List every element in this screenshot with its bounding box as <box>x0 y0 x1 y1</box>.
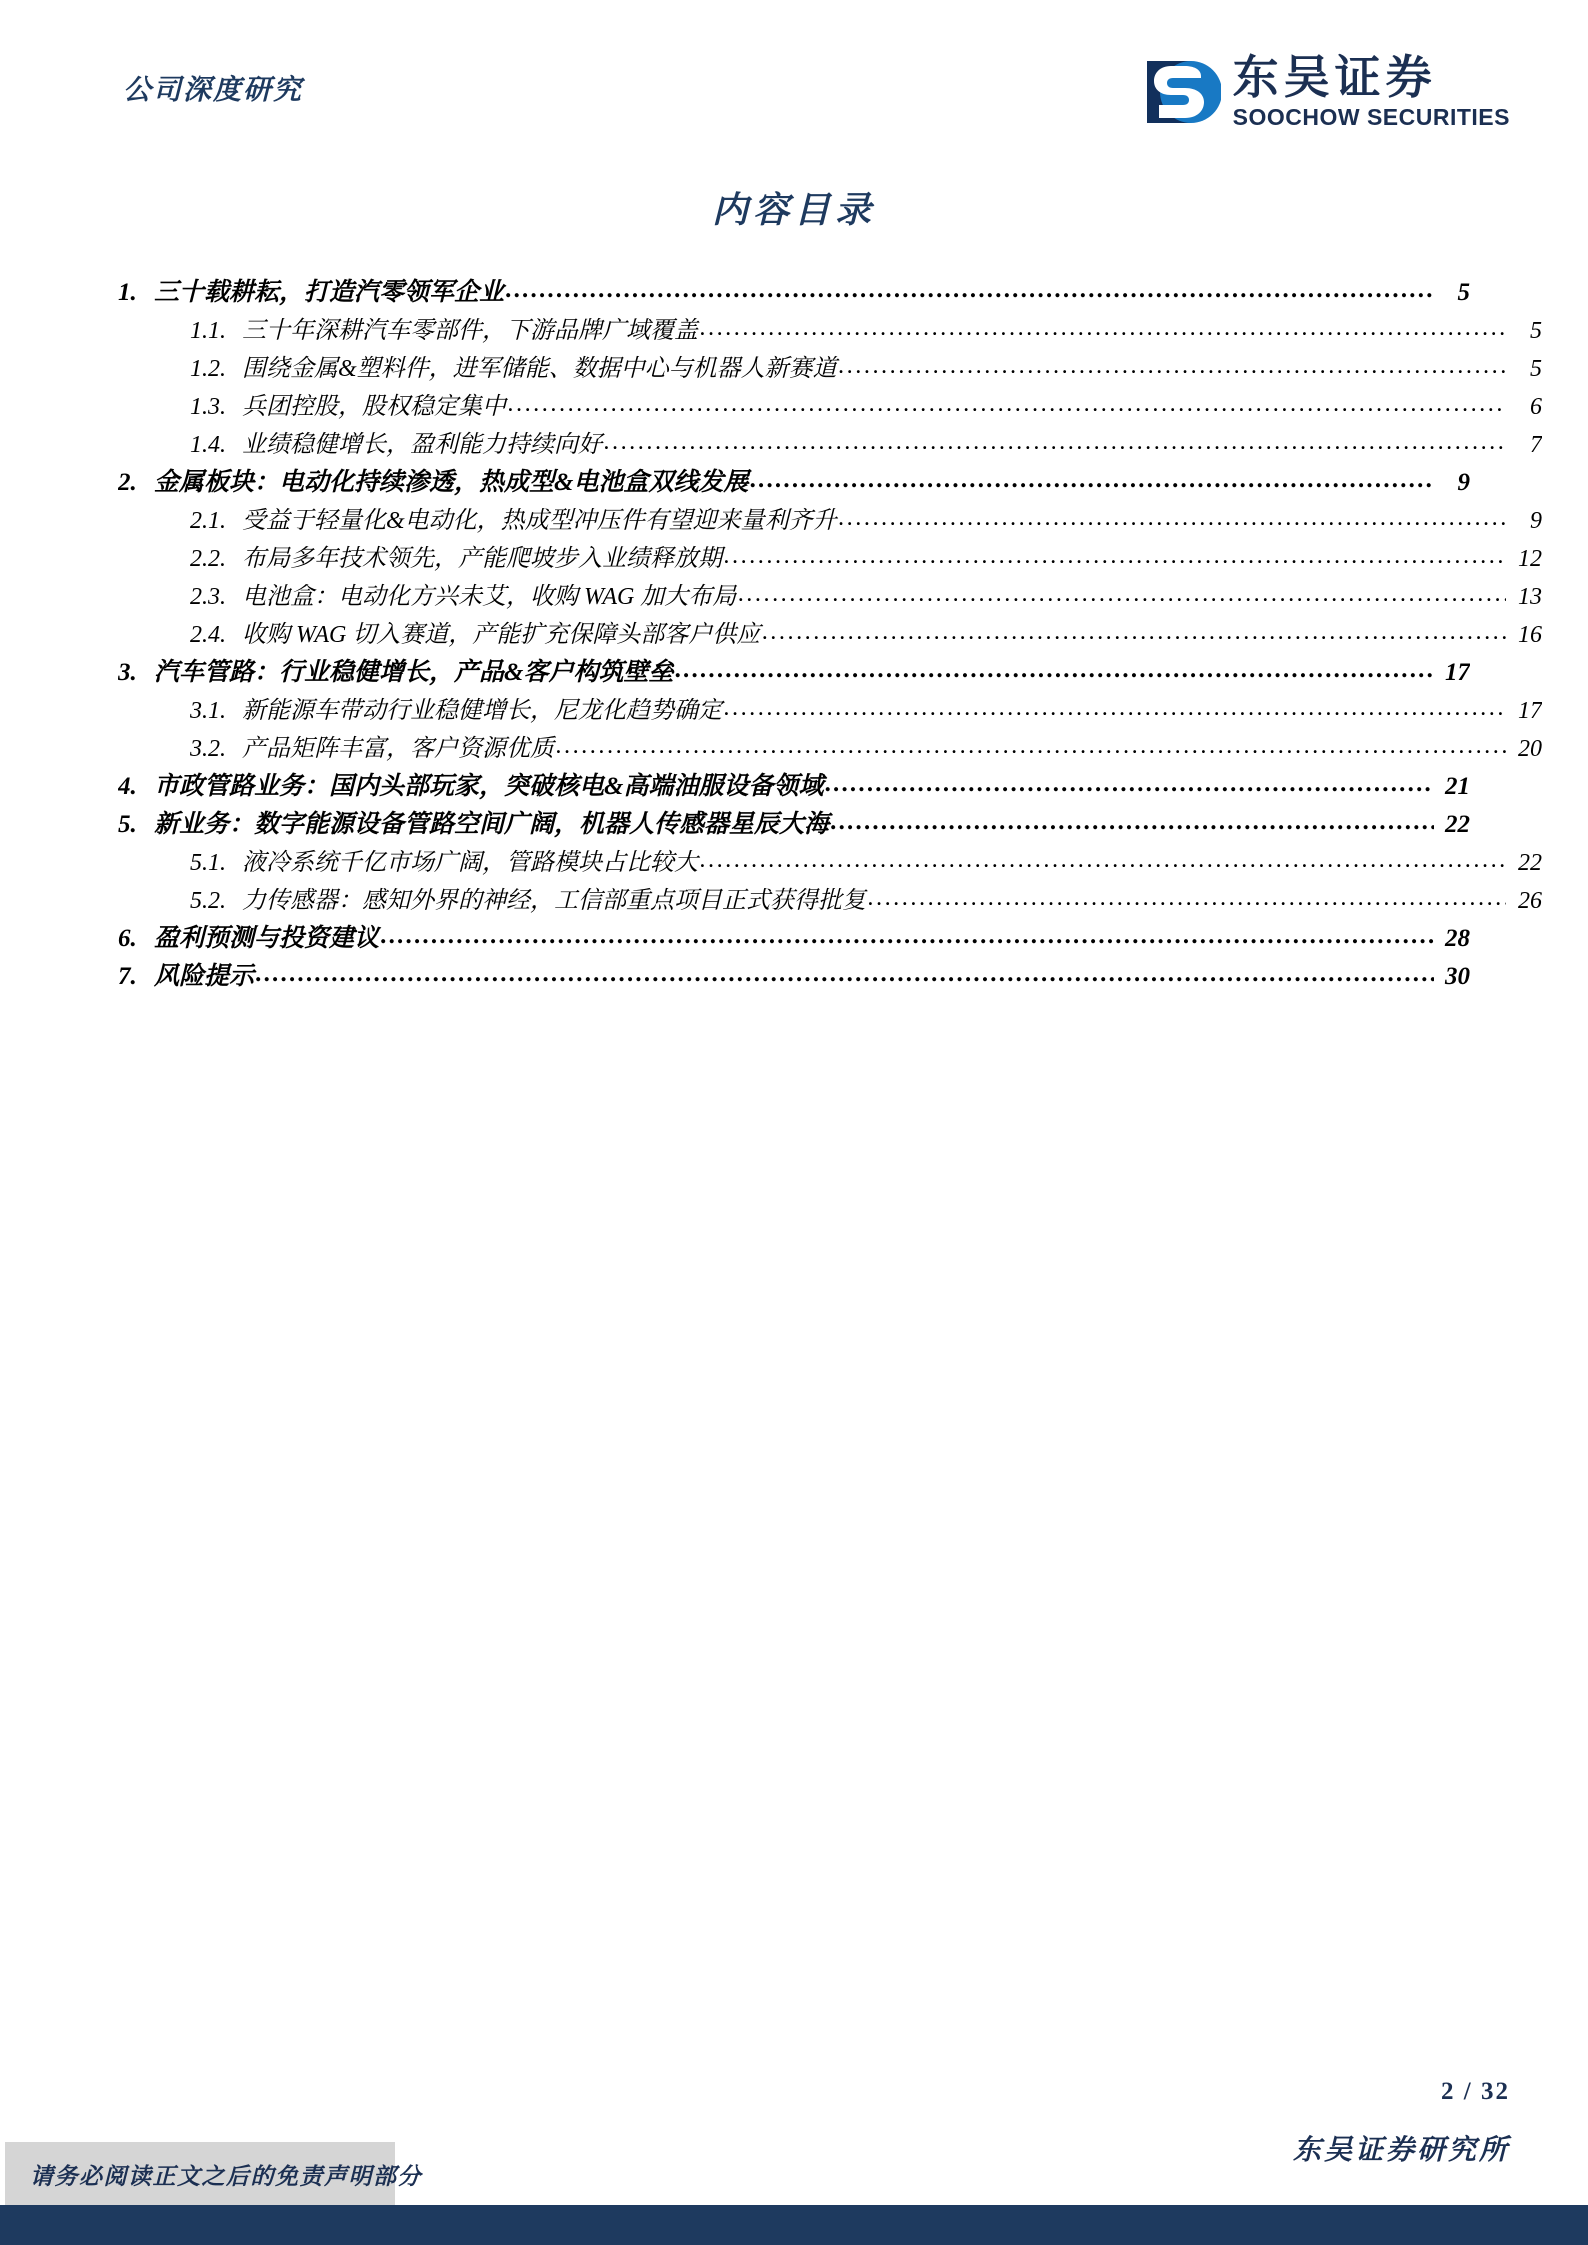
toc-entry-label: 产品矩阵丰富，客户资源优质 <box>242 736 554 762</box>
toc-entry-number: 1.4. <box>190 432 226 458</box>
toc-entry-number: 1.3. <box>190 394 226 420</box>
toc-entry[interactable] <box>118 614 1542 652</box>
toc-dot-leader <box>506 276 1434 304</box>
toc-dot-leader <box>508 391 1506 418</box>
toc-entry-page: 5 <box>1457 279 1470 306</box>
toc-entry-number: 3.1. <box>190 698 226 724</box>
toc-entry-label: 盈利预测与投资建议 <box>154 925 380 952</box>
disclaimer-text: 请务必阅读正文之后的免责声明部分 <box>30 2164 422 2189</box>
toc-entry-page: 17 <box>1518 698 1542 724</box>
toc-entry-label: 新业务：数字能源设备管路空间广阔，机器人传感器星辰大海 <box>154 811 830 838</box>
toc-entry-number: 3. <box>118 659 137 686</box>
toc-entry-page: 17 <box>1445 659 1470 686</box>
toc-entry-number: 6. <box>118 925 137 952</box>
toc-entry[interactable] <box>118 576 1542 614</box>
toc-entry[interactable] <box>118 272 1470 310</box>
toc-entry[interactable] <box>118 728 1542 766</box>
toc-dot-leader <box>381 922 1434 950</box>
toc-entry-page: 9 <box>1457 469 1470 496</box>
toc-entry-number: 2. <box>118 469 137 496</box>
toc-entry-label: 三十载耕耘，打造汽零领军企业 <box>154 279 505 306</box>
toc-dot-leader <box>868 885 1506 912</box>
toc-entry-label: 布局多年技术领先，产能爬坡步入业绩释放期 <box>242 546 722 572</box>
toc-entry[interactable] <box>118 538 1542 576</box>
toc-entry-page: 5 <box>1530 318 1542 344</box>
toc-entry-label: 电池盒：电动化方兴未艾，收购 WAG 加大布局 <box>242 584 737 610</box>
toc-entry-page: 7 <box>1530 432 1542 458</box>
toc-entry[interactable] <box>118 842 1542 880</box>
toc-entry-number: 7. <box>118 963 137 990</box>
toc-entry-number: 5. <box>118 811 137 838</box>
toc-entry[interactable] <box>118 956 1470 994</box>
logo-wordmark <box>1232 51 1510 130</box>
toc-entry[interactable] <box>118 348 1542 386</box>
footer-organization: 东吴证券研究所 <box>1292 2135 1510 2166</box>
toc-entry-label: 兵团控股，股权稳定集中 <box>242 394 506 420</box>
toc-dot-leader <box>839 353 1506 380</box>
toc-entry-label: 业绩稳健增长，盈利能力持续向好 <box>242 432 602 458</box>
toc-entry-label: 风险提示 <box>154 963 255 990</box>
toc-entry[interactable] <box>118 310 1542 348</box>
logo-name-en: SOOCHOW SECURITIES <box>1232 104 1510 130</box>
toc-dot-leader <box>724 543 1506 570</box>
toc-dot-leader <box>825 770 1434 798</box>
toc-entry-page: 28 <box>1445 925 1470 952</box>
toc-entry-label: 围绕金属&塑料件，进军储能、数据中心与机器人新赛道 <box>242 356 837 382</box>
toc-entry-number: 5.2. <box>190 888 226 914</box>
toc-entry-label: 市政管路业务：国内头部玩家，突破核电&高端油服设备领域 <box>154 773 824 800</box>
toc-dot-leader <box>675 656 1434 684</box>
toc-dot-leader <box>750 466 1434 494</box>
toc-dot-leader <box>724 695 1506 722</box>
toc-entry-page: 22 <box>1518 850 1542 876</box>
header-title: 公司深度研究 <box>123 75 304 106</box>
toc-entry-number: 1. <box>118 279 137 306</box>
toc-entry-label: 收购 WAG 切入赛道，产能扩充保障头部客户供应 <box>242 622 761 648</box>
page-number: 2 / 32 <box>1441 2078 1510 2105</box>
toc-entry-page: 22 <box>1445 811 1470 838</box>
soochow-logo-mark-icon <box>1147 55 1221 129</box>
toc-dot-leader <box>839 505 1506 532</box>
toc-dot-leader <box>738 581 1506 608</box>
toc-entry-number: 5.1. <box>190 850 226 876</box>
toc-entry[interactable] <box>118 652 1470 690</box>
toc-entry-page: 16 <box>1518 622 1542 648</box>
toc-entry-label: 汽车管路：行业稳健增长，产品&客户构筑壁垒 <box>154 659 674 686</box>
toc-entry-page: 9 <box>1530 508 1542 534</box>
toc-entry-label: 金属板块：电动化持续渗透，热成型&电池盒双线发展 <box>154 469 749 496</box>
toc-dot-leader <box>762 619 1506 646</box>
toc-entry[interactable] <box>118 500 1542 538</box>
toc-entry-label: 力传感器：感知外界的神经，工信部重点项目正式获得批复 <box>242 888 866 914</box>
disclaimer-box <box>5 2142 422 2205</box>
footer-bar <box>0 2205 1588 2245</box>
toc-entry[interactable] <box>118 766 1470 804</box>
toc-entry-number: 2.4. <box>190 622 226 648</box>
toc-dot-leader <box>700 315 1506 342</box>
toc-entry-number: 2.2. <box>190 546 226 572</box>
toc-entry-page: 30 <box>1445 963 1470 990</box>
toc-entry-page: 21 <box>1445 773 1470 800</box>
page-header <box>0 48 1588 144</box>
toc-entry-number: 1.1. <box>190 318 226 344</box>
toc-entry[interactable] <box>118 804 1470 842</box>
toc-entry-number: 1.2. <box>190 356 226 382</box>
toc-entry-page: 26 <box>1518 888 1542 914</box>
toc-entry-label: 三十年深耕汽车零部件，下游品牌广域覆盖 <box>242 318 698 344</box>
toc-entry-number: 3.2. <box>190 736 226 762</box>
toc-dot-leader <box>831 808 1434 836</box>
toc-dot-leader <box>604 429 1506 456</box>
toc-entry[interactable] <box>118 386 1542 424</box>
toc-entry[interactable] <box>118 918 1470 956</box>
toc-title: 内容目录 <box>711 190 876 230</box>
toc-entry-number: 2.1. <box>190 508 226 534</box>
toc-entry[interactable] <box>118 424 1542 462</box>
toc-entry-label: 受益于轻量化&电动化，热成型冲压件有望迎来量利齐升 <box>242 508 837 534</box>
toc-dot-leader <box>700 847 1506 874</box>
company-logo <box>1147 51 1510 130</box>
toc-entry[interactable] <box>118 690 1542 728</box>
toc-dot-leader <box>556 733 1506 760</box>
toc-entry-number: 4. <box>118 773 137 800</box>
toc-entry-page: 20 <box>1518 736 1542 762</box>
toc-entry-label: 液冷系统千亿市场广阔，管路模块占比较大 <box>242 850 698 876</box>
toc-entry-page: 6 <box>1530 394 1542 420</box>
toc-entry-page: 12 <box>1518 546 1542 572</box>
toc-entry[interactable] <box>118 462 1470 500</box>
table-of-contents <box>118 272 1542 994</box>
toc-entry[interactable] <box>118 880 1542 918</box>
toc-entry-label: 新能源车带动行业稳健增长，尼龙化趋势确定 <box>242 698 722 724</box>
toc-entry-page: 5 <box>1530 356 1542 382</box>
toc-entry-number: 2.3. <box>190 584 226 610</box>
toc-entry-page: 13 <box>1518 584 1542 610</box>
toc-dot-leader <box>256 960 1434 988</box>
logo-name-cn: 东吴证券 <box>1232 51 1437 103</box>
